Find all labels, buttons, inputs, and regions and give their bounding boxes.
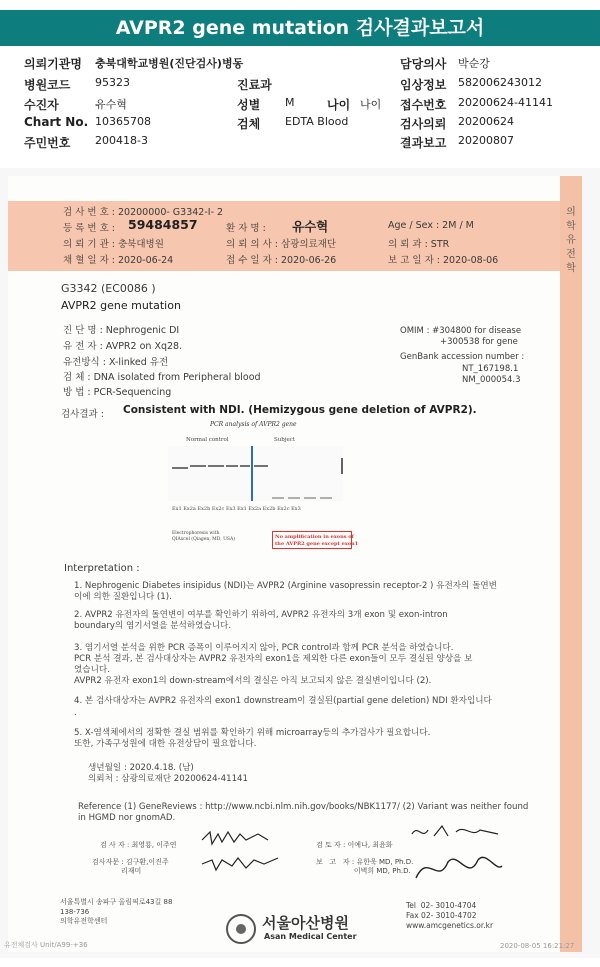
diagnosis: 진 단 명 : Nephrogenic DI xyxy=(63,325,180,336)
header-label: 검체 xyxy=(237,117,261,131)
reference-line: in HGMD nor gnomAD. xyxy=(78,813,176,823)
header-label: 나이 xyxy=(327,98,351,112)
gene: 유 전 자 : AVPR2 on Xq28. xyxy=(63,341,183,352)
footer-timestamp: 2020-08-05 16:21:27 xyxy=(500,942,575,950)
report-date: 보 고 일 자 : 2020-08-06 xyxy=(388,255,499,266)
header-value: M xyxy=(285,96,295,109)
header-label: 진료과 xyxy=(237,78,272,92)
interp-line: 였습니다. xyxy=(74,665,110,675)
age-sex: Age / Sex : 2M / M xyxy=(388,220,474,231)
gel-image xyxy=(168,446,358,506)
test-name: AVPR2 gene mutation xyxy=(61,299,181,312)
hospital-name-en: Asan Medical Center xyxy=(264,932,357,941)
verifier-signature xyxy=(408,820,508,844)
reviewer: 검사자문 : 김구환,이진주 리재미 xyxy=(92,858,169,875)
accession-1: NT_167198.1 xyxy=(462,364,519,374)
side-strip xyxy=(560,176,582,952)
interp-line: . xyxy=(74,708,77,718)
department: 의 뢰 과 : STR xyxy=(388,239,450,250)
header-label: 검사의뢰 xyxy=(400,117,447,131)
lane-labels: Ex1 Ex2a Ex2b Ex2c Ex3 Ex1 Ex2a Ex2b Ex2c Ex3 xyxy=(172,506,301,512)
header-value: 200418-3 xyxy=(95,134,148,147)
institution: 의 뢰 기 관 : 충북대병원 xyxy=(63,239,164,250)
interp-line: 이에 의한 질환입니다 (1). xyxy=(74,592,172,602)
scanned-report xyxy=(0,168,600,958)
interp-line: 4. 본 검사대상자는 AVPR2 유전자의 exon1 downstream이 결실된(partial gene deletion) NDI 환자입니다 xyxy=(74,696,492,706)
header-value: 나이 xyxy=(360,98,382,111)
header-label: 의뢰기관명 xyxy=(24,57,82,71)
requester: 의뢰처 : 삼광의료재단 20200624-41141 xyxy=(88,774,248,784)
method: 방 법 : PCR-Sequencing xyxy=(63,387,172,398)
reg-number-label: 등 록 번 호 : xyxy=(63,223,115,234)
header-value: EDTA Blood xyxy=(285,115,349,128)
interp-line: boundary의 염기서열을 분석하였습니다. xyxy=(74,621,232,631)
deletion-note-line-2: the AVPR2 gene except exon1 xyxy=(275,541,359,547)
reviewer-signature xyxy=(198,852,288,876)
reporter: 보 고 자 : 유한욱 MD, Ph.D. 이벽희 MD, Ph.D. xyxy=(316,858,414,875)
contact: Tel 02- 3010-4704 Fax 02- 3010-4702 www.amcgenetics.or.kr xyxy=(406,901,494,930)
header-label: Chart No. xyxy=(24,115,89,129)
footer-left: 유전체검사 Unit/A99-+36 xyxy=(4,941,88,949)
deletion-note-line-1: No amplification in exons of xyxy=(275,534,354,540)
interp-line: 5. X-염색체에서의 정확한 결실 범위를 확인하기 위해 microarray등의 추가검사가 필요합니다. xyxy=(74,728,431,738)
exam-number: 검 사 번 호 : 20200000- G3342-I- 2 xyxy=(63,207,224,218)
header-label: 주민번호 xyxy=(24,136,71,150)
collect-date: 채 혈 일 자 : 2020-06-24 xyxy=(63,255,174,266)
side-text: 의학유전학 xyxy=(566,207,576,274)
asan-logo xyxy=(226,914,256,944)
result-text: Consistent with NDI. (Hemizygous gene deletion of AVPR2). xyxy=(123,404,477,416)
header-value: 95323 xyxy=(95,76,130,89)
hospital-name-kr: 서울아산병원 xyxy=(262,914,349,932)
verifier: 검 토 자 : 이예나, 최윤화 xyxy=(316,841,393,849)
receive-date: 접 수 일 자 : 2020-06-26 xyxy=(226,255,337,266)
header-label: 성별 xyxy=(237,98,261,112)
report-paper xyxy=(8,176,582,952)
genbank-label: GenBank accession number : xyxy=(400,352,525,362)
accession-2: NM_000054.3 xyxy=(462,375,521,385)
interpretation-title: Interpretation : xyxy=(64,563,140,574)
figure-title: PCR analysis of AVPR2 gene xyxy=(210,421,297,428)
header-label: 임상정보 xyxy=(400,78,447,92)
interp-line: 3. 염기서열 분석을 위한 PCR 증폭이 이루어지지 않아, PCR control과 함께 PCR 분석을 하였습니다. xyxy=(74,643,454,653)
birth-date: 생년월일 : 2020.4.18. (남) xyxy=(88,763,194,773)
request-agency: 의 뢰 의 사 : 삼광의료재단 xyxy=(226,239,337,250)
tester: 검 사 자 : 최영룡, 이주연 xyxy=(100,841,177,849)
header-value: 10365708 xyxy=(95,115,151,128)
address: 서울특별시 송파구 올림픽로43길 88 138-736 의학유전학센터 xyxy=(60,898,173,925)
deletion-note xyxy=(272,531,359,549)
header-value: 유수혁 xyxy=(95,98,127,111)
header-value: 충북대학교병원(진단검사)병동 xyxy=(95,57,244,70)
result-label: 검사결과 : xyxy=(61,409,104,420)
header-label: 접수번호 xyxy=(400,98,447,112)
test-code: G3342 (EC0086 ) xyxy=(61,282,156,295)
header-value: 20200624 xyxy=(458,115,514,128)
reg-number: 59484857 xyxy=(128,217,198,232)
header-label: 결과보고 xyxy=(400,136,447,150)
header-value: 20200807 xyxy=(458,134,514,147)
reference-line: Reference (1) GeneReviews : http://www.ncbi.nlm.nih.gov/books/NBK1177/ (2) Variant was neither found xyxy=(78,802,529,812)
header-value: 20200624-41141 xyxy=(458,96,553,109)
specimen: 검 체 : DNA isolated from Peripheral blood xyxy=(63,372,261,383)
inheritance: 유전방식 : X-linked 유전 xyxy=(63,357,169,368)
header-label: 수진자 xyxy=(24,98,59,112)
interp-line: 2. AVPR2 유전자의 돌연변이 여부를 확인하기 위하여, AVPR2 유전자의 3개 exon 및 exon-intron xyxy=(74,610,448,620)
ladder-note: Electrophoresis with QIAxcel (Qiagen, MD, USA) xyxy=(172,531,235,542)
reporter-signature xyxy=(408,842,508,892)
interp-line: PCR 분석 결과, 본 검사대상자는 AVPR2 유전자의 exon1을 제외한 다른 exon들이 모두 결실된 양상을 보 xyxy=(74,654,473,664)
omim: OMIM : #304800 for disease xyxy=(400,326,522,336)
header-label: 담당의사 xyxy=(400,57,447,71)
header-value: 582006243012 xyxy=(458,76,542,89)
interp-line: 또한, 가족구성원에 대한 유전상담이 필요합니다. xyxy=(74,739,257,749)
interp-line: 1. Nephrogenic Diabetes insipidus (NDI)는 AVPR2 (Arginine vasopressin receptor-2 ) 유전자의 돌연변 xyxy=(74,581,497,591)
interp-line: AVPR2 유전자 exon1의 down-stream에서의 결실은 아직 보고되지 않은 결실변이입니다 (2). xyxy=(74,676,432,686)
tester-signature xyxy=(198,826,278,850)
header-info xyxy=(0,52,600,152)
pcr-figure xyxy=(168,421,358,551)
patient-name: 유수혁 xyxy=(292,219,329,234)
subject-label: Subject xyxy=(274,437,296,443)
patient-label: 환 자 명 : xyxy=(226,223,266,234)
report-title: AVPR2 gene mutation 검사결과보고서 xyxy=(0,10,600,46)
header-value: 박순강 xyxy=(458,57,490,70)
normal-control-label: Normal control xyxy=(186,437,229,443)
omim-gene: +300538 for gene xyxy=(440,337,518,347)
header-label: 병원코드 xyxy=(24,78,71,92)
